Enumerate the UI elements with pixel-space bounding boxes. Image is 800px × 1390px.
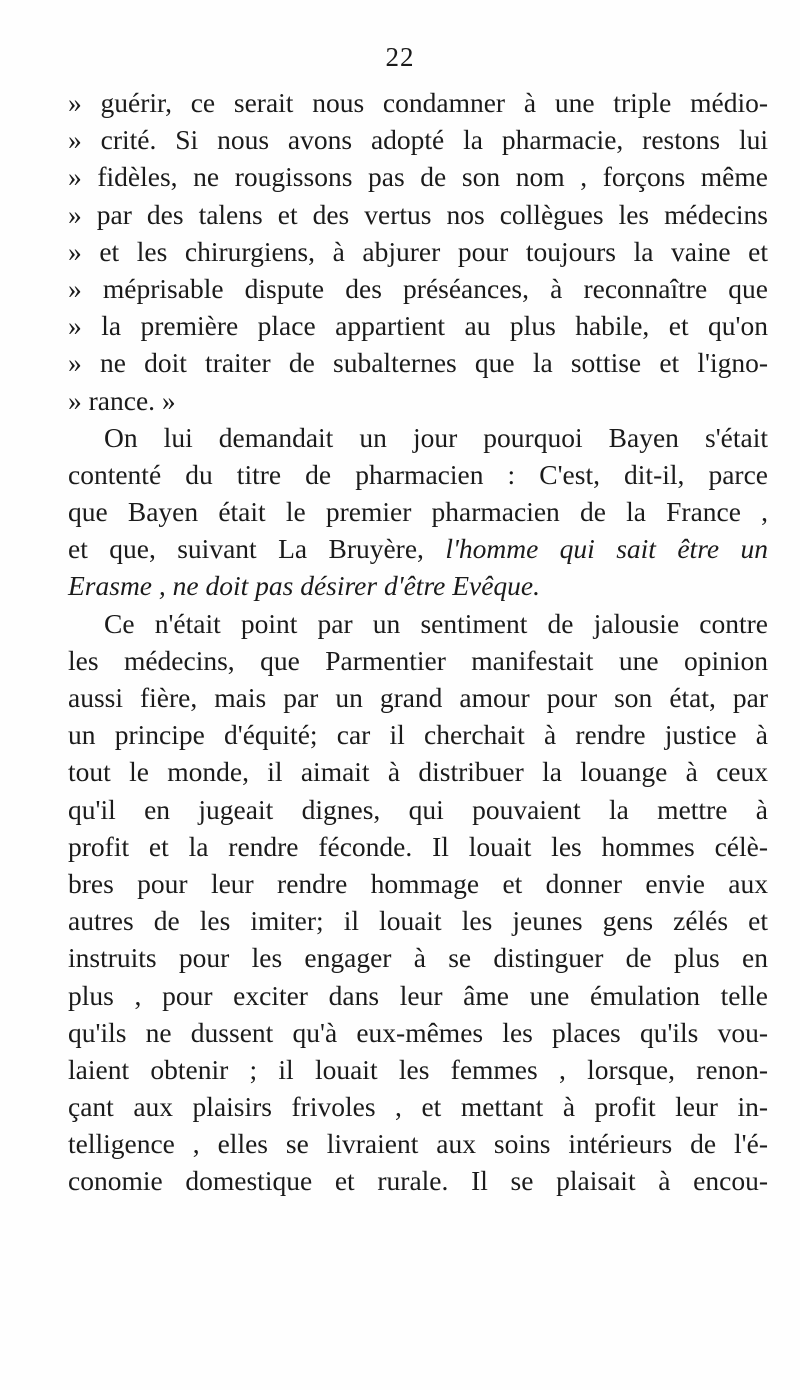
text-line: que Bayen était le premier pharmacien de la France ,: [68, 496, 768, 528]
text-line: » méprisable dispute des préséances, à reconnaître que: [68, 272, 768, 304]
text-line: contenté du titre de pharmacien : C'est, dit-il, parce: [68, 458, 768, 490]
text-line: instruits pour les engager à se distinguer de plus en: [68, 942, 768, 974]
text-line: qu'ils ne dussent qu'à eux-mêmes les places qu'ils vou-: [68, 1016, 768, 1048]
text-line: aussi fière, mais par un grand amour pour son état, par: [68, 682, 768, 713]
text-line: » crité. Si nous avons adopté la pharmacie, restons lui: [68, 124, 768, 156]
text-line: On lui demandait un jour pourquoi Bayen s'était: [104, 421, 768, 453]
text-line: bres pour leur rendre hommage et donner envie aux: [68, 867, 768, 899]
text-line-mixed: [68, 530, 768, 567]
text-segment: et que, suivant La Bruyère,: [68, 533, 446, 565]
text-line: Ce n'était point par un sentiment de jalousie contre: [104, 607, 768, 639]
text-line: profit et la rendre féconde. Il louait les hommes célè-: [68, 830, 768, 862]
text-line: qu'il en jugeait dignes, qui pouvaient la mettre à: [68, 793, 768, 825]
text-line: » la première place appartient au plus habile, et qu'on: [68, 310, 768, 342]
italic-quote: l'homme qui sait être un: [445, 533, 768, 565]
text-line: tout le monde, il aimait à distribuer la louange à ceux: [68, 756, 768, 788]
text-line: » fidèles, ne rougissons pas de son nom , forçons même: [68, 161, 768, 193]
text-line: un principe d'équité; car il cherchait à rendre justice à: [68, 719, 768, 751]
text-line: plus , pour exciter dans leur âme une émulation telle: [68, 979, 768, 1011]
text-line: autres de les imiter; il louait les jeunes gens zélés et: [68, 905, 768, 937]
text-line: » ne doit traiter de subalternes que la sottise et l'igno-: [68, 347, 768, 379]
text-line: » par des talens et des vertus nos collègues les médecins: [68, 198, 768, 230]
text-line: » et les chirurgiens, à abjurer pour toujours la vaine et: [68, 235, 768, 267]
italic-quote-line: Erasme , ne doit pas désirer d'être Evêque.: [68, 570, 540, 602]
text-line: les médecins, que Parmentier manifestait une opinion: [68, 644, 768, 676]
text-line: » guérir, ce serait nous condamner à une triple médio-: [68, 87, 768, 118]
text-line: telligence , elles se livraient aux soins intérieurs de l'é-: [68, 1128, 768, 1160]
text-line: çant aux plaisirs frivoles , et mettant à profit leur in-: [68, 1091, 768, 1123]
body-text: [68, 84, 768, 1200]
text-line: laient obtenir ; il louait les femmes , lorsque, renon-: [68, 1053, 768, 1085]
page-number: 22: [385, 42, 415, 72]
text-line: conomie domestique et rurale. Il se plaisait à encou-: [68, 1165, 768, 1197]
text-line: » rance. »: [68, 384, 176, 416]
